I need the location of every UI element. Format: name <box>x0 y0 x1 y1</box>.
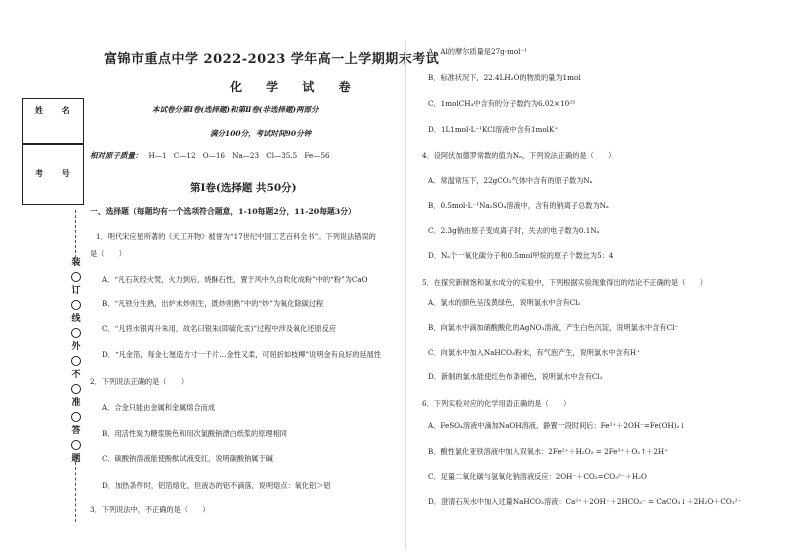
id-label: 考 号 <box>35 168 78 178</box>
binding-circle <box>71 356 81 366</box>
binding-char: 答 <box>71 426 81 436</box>
q4-stem: 4．设阿伏加德罗常数的值为Nₐ，下列说法正确的是（ ） <box>422 151 616 160</box>
binding-char: 题 <box>71 454 81 464</box>
binding-char: 外 <box>71 342 81 352</box>
binding-circle <box>71 384 81 394</box>
q2-option-c: C．碳酸钠溶液能使酚酞试液变红，说明碳酸钠属于碱 <box>102 454 273 463</box>
binding-char: 准 <box>71 398 81 408</box>
q4-option-d: D．Nₐ个一氧化碳分子和0.5mol甲烷的原子个数比为5：4 <box>428 251 614 260</box>
q1-stem-line1: 1．明代宋应星所著的《天工开物》被誉为“17世纪中国工艺百科全书”。下列说法错误的 <box>96 232 376 241</box>
q6-option-b: B．酸性氯化亚铁溶液中加入双氧水：2Fe²⁺＋H₂O₂ = 2Fe³⁺＋O₂↑＋2H⁺ <box>428 447 668 456</box>
name-box <box>22 98 84 145</box>
q4-option-c: C．2.3g钠由原子变成离子时，失去的电子数为0.1Nₐ <box>428 226 600 235</box>
q5-option-c: C．向氯水中加入NaHCO₃粉末，有气泡产生，说明氯水中含有H⁺ <box>428 348 640 357</box>
q5-stem: 5．在探究新制饱和氯水成分的实验中，下列根据实验现象得出的结论不正确的是（ ） <box>422 278 707 287</box>
binding-text <box>66 258 86 464</box>
binding-char: 线 <box>71 314 81 324</box>
atomic-masses <box>90 151 330 160</box>
binding-line-bottom <box>75 462 76 522</box>
atomic-masses-label: 相对原子质量： <box>90 151 143 160</box>
q3-option-a: A．Al的摩尔质量是27g·mol⁻¹ <box>428 47 528 56</box>
id-box <box>22 143 84 205</box>
q1-option-a: A．“凡石灰经火焚，火力到后，烧酥石性，置于风中久自吹化成粉”中的“粉”为CaO <box>102 275 368 284</box>
q6-option-c: C．足量二氧化碳与氢氧化钠溶液反应：2OH⁻＋CO₂=CO₃²⁻＋H₂O <box>428 472 647 481</box>
q4-option-b: B．0.5mol·L⁻¹Na₂SO₄溶液中，含有的钠离子总数为Nₐ <box>428 201 609 210</box>
exam-note-score: 满分100分，考试时间90分钟 <box>210 129 312 138</box>
exam-subject: 化 学 试 卷 <box>230 80 361 94</box>
binding-circle <box>71 328 81 338</box>
binding-circle <box>71 300 81 310</box>
q1-option-b: B．“凡铁分生熟，出炉未炒则生，既炒则熟”中的“炒”为氧化除碳过程 <box>102 299 324 308</box>
binding-line-top <box>75 210 76 258</box>
q2-option-a: A．合金只能由金属和金属熔合而成 <box>102 403 216 412</box>
q5-option-b: B．向氯水中滴加硝酸酸化的AgNO₃溶液，产生白色沉淀，说明氯水中含有Cl⁻ <box>428 323 679 332</box>
q2-stem: 2．下列说法正确的是（ ） <box>90 377 189 386</box>
exam-title: 富锦市重点中学 2022-2023 学年高一上学期期末考试 <box>104 52 440 67</box>
atomic-masses-values: H—1 C—12 O—16 Na—23 Cl—35.5 Fe—56 <box>148 151 330 160</box>
q1-option-c: C．“凡将水银再升朱用，故名曰银朱(即硫化汞)”过程中涉及氧化还原反应 <box>102 324 337 333</box>
q6-option-d: D．澄清石灰水中加入过量NaHCO₃溶液：Ca²⁺＋2OH⁻＋2HCO₃⁻ = CaCO₃↓＋2H₂O＋CO₃²⁻ <box>428 497 742 506</box>
q1-option-d: D．“凡金箔，每金七厘造方寸一千片…金性又柔，可屈折如枝柳”说明金有良好的延展性 <box>102 350 382 359</box>
binding-circle <box>71 412 81 422</box>
q3-option-d: D．1L1mol·L⁻¹KCl溶液中含有1molK⁺ <box>428 125 559 134</box>
q3-option-c: C．1molCH₄中含有的分子数约为6.02×10²³ <box>428 99 575 108</box>
q2-option-b: B．用活性炭为糖浆脱色和用次氯酸钠漂白纸浆的原理相同 <box>102 429 287 438</box>
q2-option-d: D．加热条件时，铝箔熔化，但液态的铝不滴落，说明熔点：氧化铝＞铝 <box>102 481 331 490</box>
binding-circle <box>71 440 81 450</box>
exam-note-parts: 本试卷分第Ⅰ卷(选择题)和第Ⅱ卷(非选择题)两部分 <box>152 105 319 114</box>
q4-option-a: A．常温常压下，22gCO₂气体中含有的原子数为Nₐ <box>428 176 593 185</box>
q6-option-a: A．FeSO₄溶液中滴加NaOH溶液，静置一段时间后：Fe²⁺＋2OH⁻=Fe(OH)₂↓ <box>428 421 686 430</box>
q3-stem: 3．下列说法中，不正确的是（ ） <box>90 505 210 514</box>
part1-title: 第Ⅰ卷(选择题 共50分) <box>190 182 297 194</box>
binding-char: 不 <box>71 370 81 380</box>
q1-stem-line2: 是（ ） <box>90 249 126 258</box>
q5-option-d: D．新制的氯水能使红色布条褪色，说明氯水中含有Cl₂ <box>428 372 603 381</box>
binding-char: 订 <box>71 286 81 296</box>
binding-circle <box>71 272 81 282</box>
q6-stem: 6．下列实验对应的化学用语正确的是（ ） <box>422 399 571 408</box>
part1-instruction: 一、选择题（每题均有一个选项符合题意，1-10每题2分，11-20每题3分） <box>90 207 356 216</box>
column-divider <box>405 40 406 550</box>
q5-option-a: A．氯水的颜色呈浅黄绿色，说明氯水中含有Cl₂ <box>428 298 581 307</box>
name-label: 姓 名 <box>35 105 78 115</box>
q3-option-b: B．标准状况下，22.4LH₂O的物质的量为1mol <box>428 73 581 82</box>
binding-char: 装 <box>71 258 81 268</box>
